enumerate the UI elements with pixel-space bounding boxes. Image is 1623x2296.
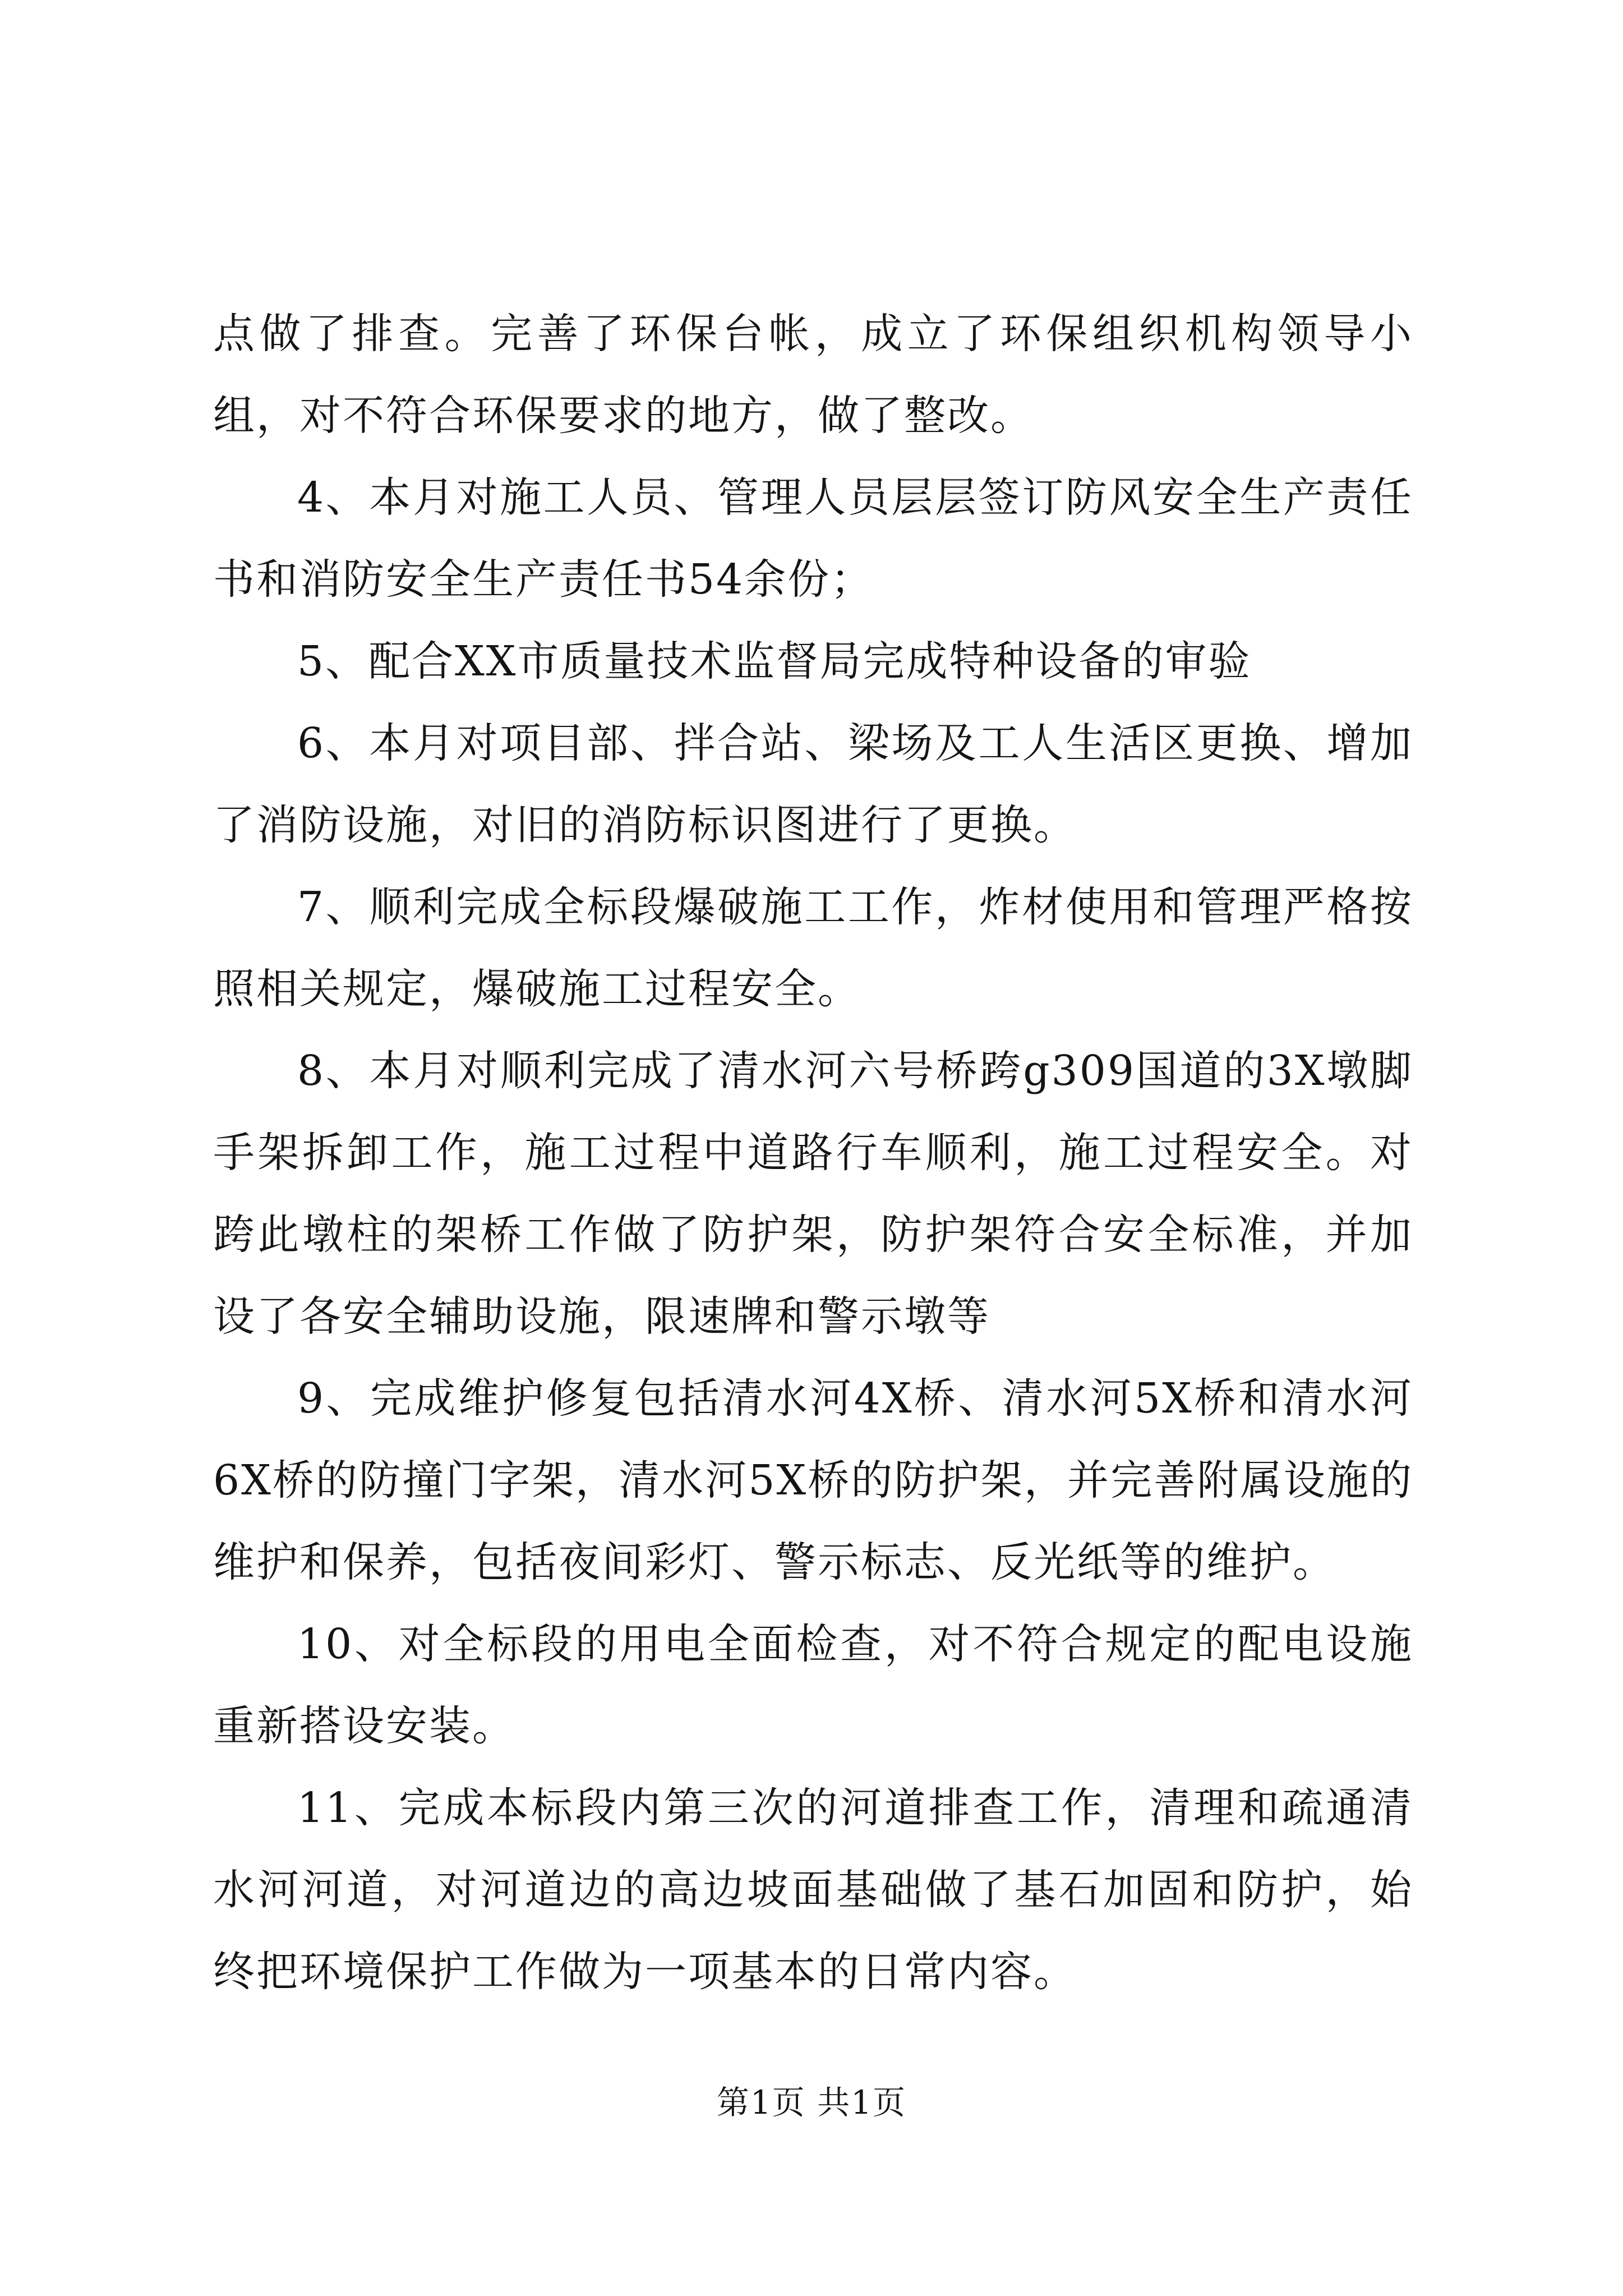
paragraph-item-5: 5、配合XX市质量技术监督局完成特种设备的审验 bbox=[297, 637, 1252, 685]
paragraph-item-7: 7、顺利完成全标段爆破施工工作，炸材使用和管理严格按照相关规定，爆破施工过程安全。 bbox=[213, 883, 1413, 1013]
paragraph-item-10: 10、对全标段的用电全面检查，对不符合规定的配电设施重新搭设安装。 bbox=[213, 1620, 1413, 1750]
paragraph-item-9: 9、完成维护修复包括清水河4X桥、清水河5X桥和清水河6X桥的防撞门字架，清水河5X桥的防护架，并完善附属设施的维护和保养，包括夜间彩灯、警示标志、反光纸等的维护。 bbox=[213, 1374, 1413, 1586]
paragraph-item-8: 8、本月对顺利完成了清水河六号桥跨g309国道的3X墩脚手架拆卸工作，施工过程中道路行车顺利，施工过程安全。对跨此墩柱的架桥工作做了防护架，防护架符合安全标准，并加设了各安全辅助设施，限速牌和警示墩等 bbox=[213, 1047, 1413, 1341]
paragraph-item-6: 6、本月对项目部、拌合站、梁场及工人生活区更换、增加了消防设施，对旧的消防标识图进行了更换。 bbox=[213, 719, 1413, 849]
paragraph-item-4: 4、本月对施工人员、管理人员层层签订防风安全生产责任书和消防安全生产责任书54余份； bbox=[213, 473, 1413, 604]
paragraph-item-11: 11、完成本标段内第三次的河道排查工作，清理和疏通清水河河道，对河道边的高边坡面基础做了基石加固和防护，始终把环境保护工作做为一项基本的日常内容。 bbox=[213, 1784, 1413, 1996]
paragraph-continuation: 点做了排查。完善了环保台帐，成立了环保组织机构领导小组，对不符合环保要求的地方，做了整改。 bbox=[213, 310, 1413, 440]
document-body bbox=[213, 293, 1413, 2013]
page-footer: 第1页 共1页 bbox=[716, 2083, 907, 2122]
